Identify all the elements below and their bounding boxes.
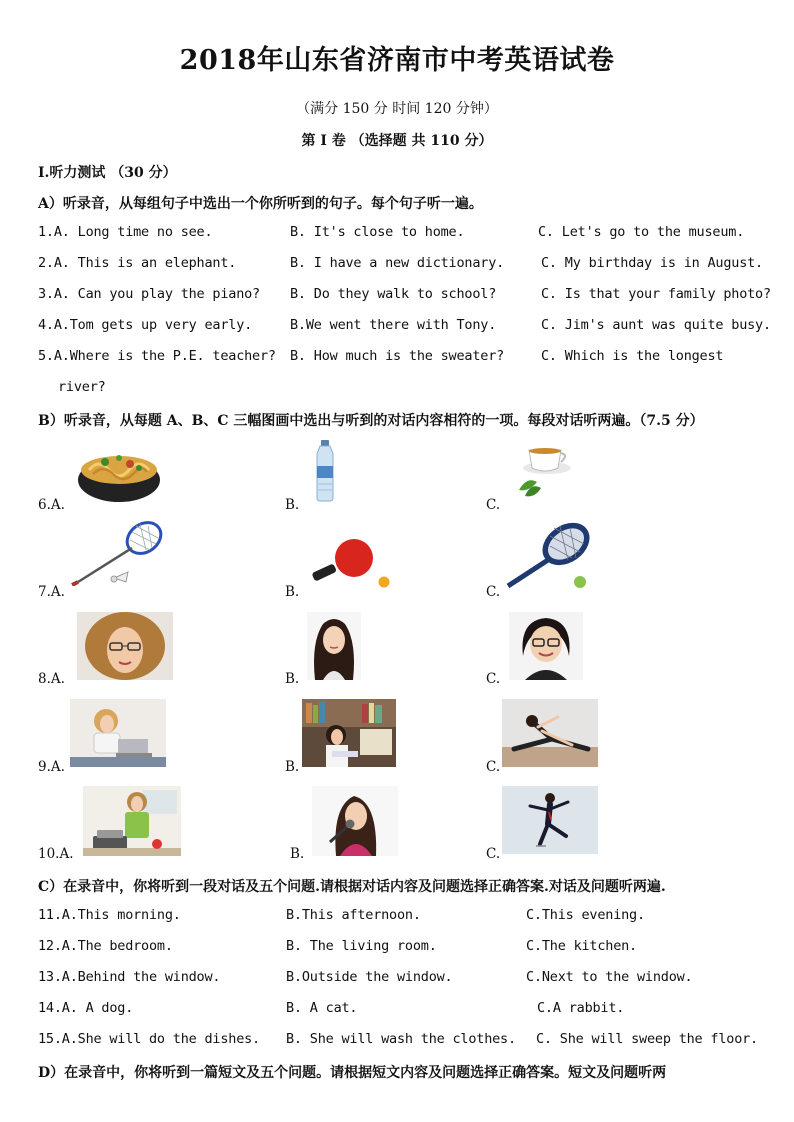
question-option: B. A cat. <box>286 1000 358 1016</box>
option-label: C. <box>486 846 501 862</box>
question-option: B.We went there with Tony. <box>290 317 497 333</box>
question-option: C. Is that your family photo? <box>541 286 771 302</box>
option-label: 6.A. <box>38 497 65 513</box>
question-option: C. Let's go to the museum. <box>538 224 745 240</box>
option-label: 10.A. <box>38 846 74 862</box>
noodles-bowl-image <box>75 440 163 506</box>
woman-short-hair-glasses-image <box>509 612 583 680</box>
section-heading: I.听力测试 （30 分） <box>38 165 177 181</box>
question-option: 4.A.Tom gets up very early. <box>38 317 253 333</box>
question-option: C.A rabbit. <box>537 1000 625 1016</box>
question-option: C. Jim's aunt was quite busy. <box>541 317 771 333</box>
question-option: B. It's close to home. <box>290 224 465 240</box>
question-option: B.This afternoon. <box>286 907 421 923</box>
question-option: 14.A. A dog. <box>38 1000 134 1016</box>
question-option: B.Outside the window. <box>286 969 453 985</box>
question-option: 13.A.Behind the window. <box>38 969 221 985</box>
question-option: B. She will wash the clothes. <box>286 1031 516 1047</box>
badminton-racket-image <box>70 520 166 586</box>
question-option: C. She will sweep the floor. <box>536 1031 758 1047</box>
question-option: 3.A. Can you play the piano? <box>38 286 260 302</box>
water-bottle-image <box>313 440 337 502</box>
part-d-instruction: D）在录音中，你将听到一篇短文及五个问题。请根据短文内容及问题选择正确答案。短文及问题听两 <box>38 1065 667 1081</box>
girl-singing-mic-image <box>312 786 398 856</box>
question-option: 12.A.The bedroom. <box>38 938 173 954</box>
question-option: B. The living room. <box>286 938 437 954</box>
option-label: B. <box>290 846 305 862</box>
ping-pong-paddle-image <box>308 538 394 590</box>
question-option: 15.A.She will do the dishes. <box>38 1031 260 1047</box>
option-label: C. <box>486 584 501 600</box>
option-label: 7.A. <box>38 584 65 600</box>
woman-cooking-image <box>83 786 181 856</box>
option-label: B. <box>285 584 300 600</box>
part-b-instruction: B）听录音，从每题 A、B、C 三幅图画中选出与听到的对话内容相符的一项。每段对话听两遍。（7.5 分） <box>38 413 704 429</box>
girl-long-hair-image <box>307 612 361 680</box>
option-label: 9.A. <box>38 759 65 775</box>
question-option: C. Which is the longest <box>541 348 724 364</box>
volume-heading: 第 I 卷 （选择题 共 110 分） <box>301 133 493 149</box>
question-option: C.The kitchen. <box>526 938 637 954</box>
option-label: C. <box>486 497 501 513</box>
question-option-continued: river? <box>58 379 106 395</box>
question-option: 5.A.Where is the P.E. teacher? <box>38 348 276 364</box>
option-label: B. <box>285 671 300 687</box>
tea-cup-image <box>515 442 573 500</box>
question-option: 2.A. This is an elephant. <box>38 255 237 271</box>
question-option: C.Next to the window. <box>526 969 693 985</box>
girl-reading-books-image <box>302 699 396 767</box>
exam-subtitle: （满分 150 分 时间 120 分钟） <box>296 101 498 117</box>
option-label: C. <box>486 671 501 687</box>
question-option: B. I have a new dictionary. <box>290 255 505 271</box>
question-option: C.This evening. <box>526 907 645 923</box>
option-label: B. <box>285 497 300 513</box>
tennis-racket-image <box>500 522 596 592</box>
option-label: B. <box>285 759 300 775</box>
question-option: 11.A.This morning. <box>38 907 181 923</box>
option-label: C. <box>486 759 501 775</box>
page-title: 2018年山东省济南市中考英语试卷 <box>179 45 615 76</box>
part-a-instruction: A）听录音，从每组句子中选出一个你所听到的句子。每个句子听一遍。 <box>38 196 483 212</box>
option-label: 8.A. <box>38 671 65 687</box>
question-option: C. My birthday is in August. <box>541 255 763 271</box>
woman-laptop-image <box>70 699 166 767</box>
question-option: B. How much is the sweater? <box>290 348 505 364</box>
part-c-instruction: C）在录音中，你将听到一段对话及五个问题.请根据对话内容及问题选择正确答案.对话及问题听两遍. <box>38 879 666 895</box>
question-option: B. Do they walk to school? <box>290 286 497 302</box>
woman-stretching-image <box>502 699 598 767</box>
woman-curly-hair-glasses-image <box>77 612 173 680</box>
man-ice-skating-image <box>502 786 598 854</box>
question-option: 1.A. Long time no see. <box>38 224 213 240</box>
